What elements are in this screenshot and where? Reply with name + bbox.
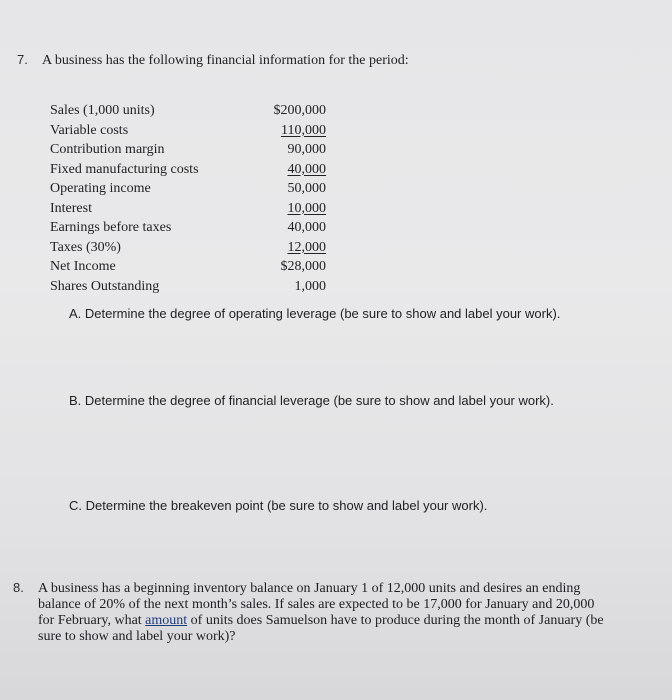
- question-8-line-2: balance of 20% of the next month’s sales. If sales are expected to be 17,000 for January and 20,000: [38, 597, 595, 612]
- financial-value: 90,000: [287, 142, 326, 157]
- financial-row: [50, 199, 350, 219]
- financial-label: Contribution margin: [50, 142, 165, 157]
- question-8-line-3-end: of units does Samuelson have to produce during the month of January (be: [187, 613, 604, 628]
- financial-row: [50, 160, 350, 180]
- question-8-line-1: A business has a beginning inventory balance on January 1 of 12,000 units and desires an ending: [38, 581, 581, 596]
- question-7-part-b: B. Determine the degree of financial leverage (be sure to show and label your work).: [69, 393, 554, 408]
- question-7-number: 7.: [17, 52, 28, 67]
- financial-label: Net Income: [50, 259, 116, 274]
- financial-row: [50, 101, 350, 121]
- financial-label: Earnings before taxes: [50, 220, 172, 235]
- financial-table: [50, 101, 350, 296]
- financial-label: Fixed manufacturing costs: [50, 161, 199, 177]
- financial-value: 110,000: [281, 122, 326, 138]
- financial-value: 50,000: [287, 181, 326, 196]
- financial-row: [50, 277, 350, 297]
- financial-value: 40,000: [287, 220, 326, 235]
- financial-label: Interest: [50, 200, 92, 216]
- financial-value: 10,000: [287, 200, 326, 216]
- financial-row: [50, 257, 350, 277]
- question-8-line-3: [38, 613, 663, 629]
- financial-label: Variable costs: [50, 122, 129, 138]
- question-8-number: 8.: [13, 580, 24, 595]
- question-8-line-3-start: for February, what: [38, 613, 146, 628]
- financial-row: [50, 140, 350, 160]
- financial-row: [50, 218, 350, 238]
- financial-label: Operating income: [50, 181, 151, 196]
- financial-value: $200,000: [273, 103, 326, 118]
- financial-row: [50, 238, 350, 258]
- financial-value: 1,000: [294, 278, 326, 294]
- financial-row: [50, 121, 350, 141]
- financial-row: [50, 179, 350, 199]
- question-7-part-a: A. Determine the degree of operating leverage (be sure to show and label your work).: [69, 306, 561, 321]
- financial-label: Sales (1,000 units): [50, 103, 155, 118]
- amount-link[interactable]: amount: [145, 613, 188, 628]
- question-7-prompt: A business has the following financial information for the period:: [42, 53, 409, 68]
- question-8-text: [38, 581, 663, 645]
- financial-value: $28,000: [280, 259, 326, 274]
- question-7-part-c: C. Determine the breakeven point (be sure to show and label your work).: [69, 498, 488, 513]
- question-8-line-4: sure to show and label your work)?: [38, 629, 236, 644]
- financial-value: 12,000: [287, 239, 326, 255]
- financial-label: Taxes (30%): [50, 239, 121, 255]
- financial-label: Shares Outstanding: [50, 278, 160, 294]
- financial-value: 40,000: [287, 161, 326, 177]
